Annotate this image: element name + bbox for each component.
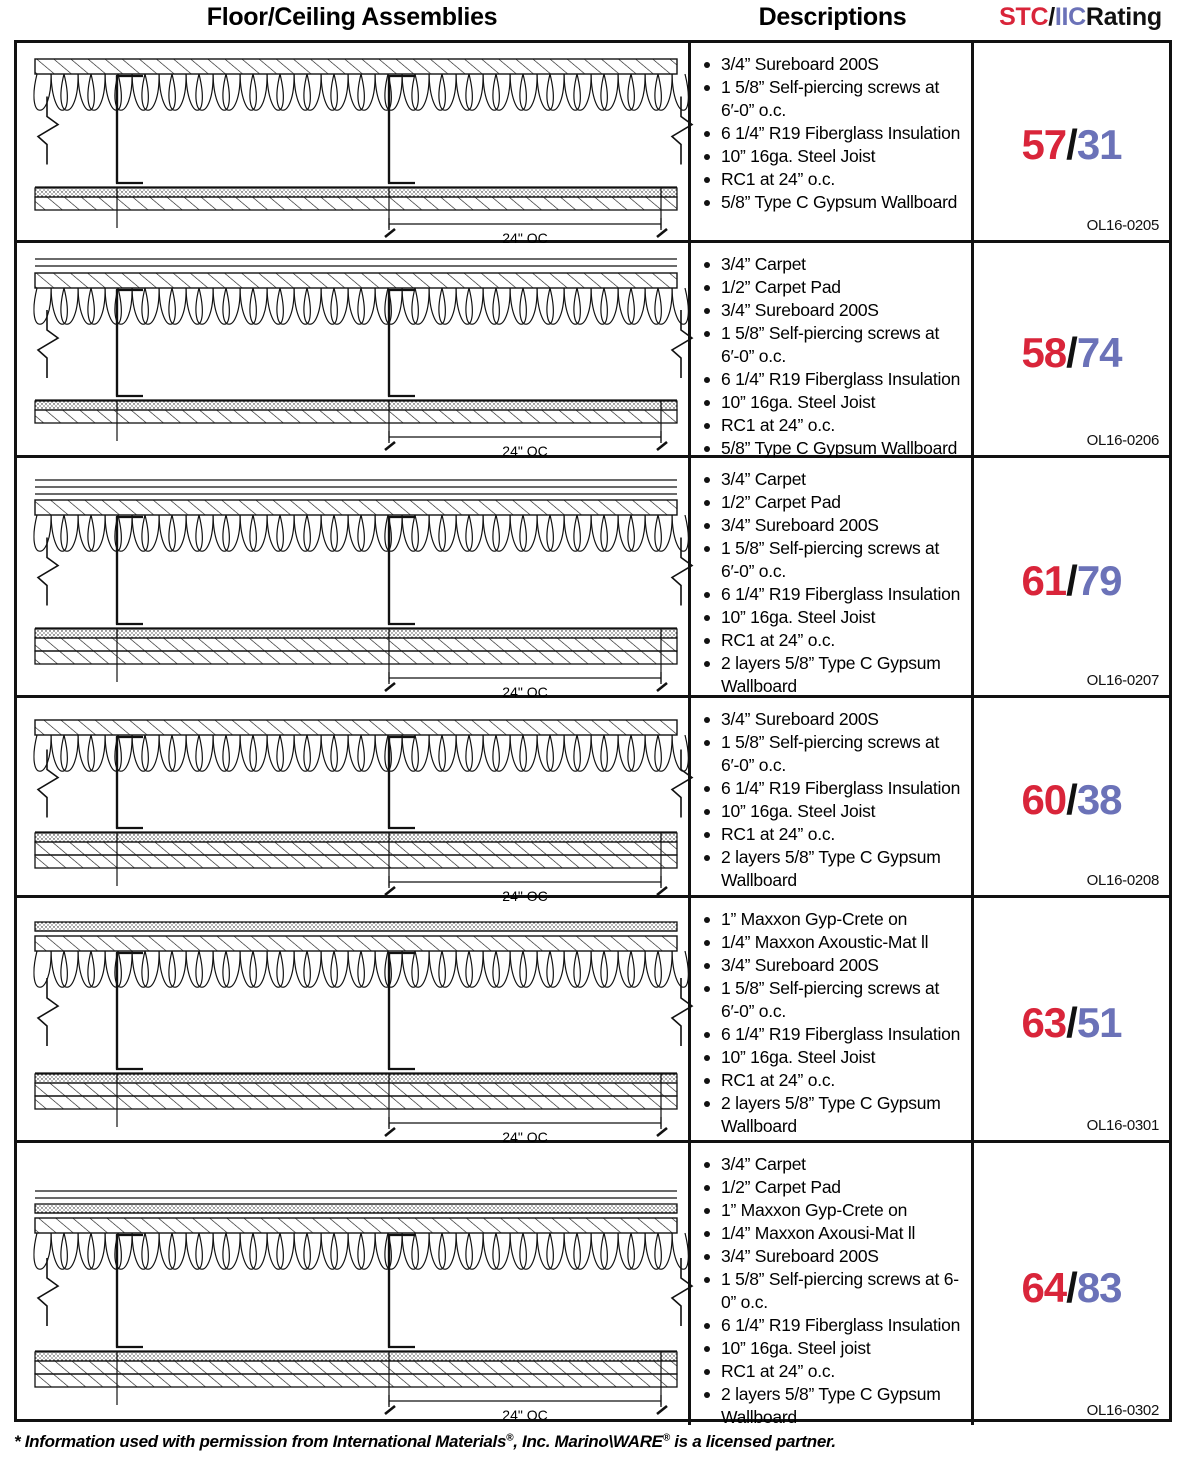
rating-separator: /: [1066, 329, 1077, 376]
description-list: [701, 253, 965, 460]
description-list-item: 5/8” Type C Gypsum Wallboard: [701, 437, 965, 460]
description-list-item: 6 1/4” R19 Fiberglass Insulation: [701, 583, 965, 606]
description-cell: [691, 698, 974, 895]
stc-iic-value: [974, 329, 1169, 377]
description-cell: [691, 43, 974, 240]
description-list-item: 3/4” Sureboard 200S: [701, 299, 965, 322]
rating-cell: [974, 698, 1169, 895]
description-list-item: 1 5/8” Self-piercing screws at 6′-0” o.c.: [701, 731, 965, 777]
description-list-item: 1” Maxxon Gyp-Crete on: [701, 908, 965, 931]
rating-cell: [974, 43, 1169, 240]
description-list-item: 2 layers 5/8” Type C Gypsum Wallboard: [701, 652, 965, 698]
description-list-item: RC1 at 24” o.c.: [701, 1360, 965, 1383]
description-list-item: 6 1/4” R19 Fiberglass Insulation: [701, 1023, 965, 1046]
footnote-text-3: is a licensed partner.: [669, 1432, 836, 1451]
description-list-item: 10” 16ga. Steel joist: [701, 1337, 965, 1360]
stc-iic-value: [974, 776, 1169, 824]
description-list: [701, 708, 965, 892]
assembly-diagram-cell: [17, 698, 691, 904]
footnote: [14, 1432, 836, 1452]
header-iic-label: IIC: [1054, 2, 1086, 31]
stc-value: 64: [1021, 1264, 1067, 1311]
test-report-code: OL16-0206: [1086, 432, 1159, 449]
description-list-item: RC1 at 24” o.c.: [701, 168, 965, 191]
iic-value: 79: [1076, 557, 1122, 604]
header-floor-ceiling-assemblies: Floor/Ceiling Assemblies: [206, 2, 498, 31]
description-list-item: 1 5/8” Self-piercing screws at 6-0” o.c.: [701, 1268, 965, 1314]
header-slash: /: [1048, 2, 1055, 31]
table-row: [17, 1143, 1169, 1425]
description-list-item: 5/8” Type C Gypsum Wallboard: [701, 191, 965, 214]
test-report-code: OL16-0301: [1086, 1117, 1159, 1134]
assembly-section-drawing: [17, 458, 688, 695]
footnote-text-2: , Inc. Marino\WARE: [513, 1432, 663, 1451]
assembly-section-drawing: [17, 1143, 688, 1425]
test-report-code: OL16-0302: [1086, 1402, 1159, 1419]
description-list-item: 1” Maxxon Gyp-Crete on: [701, 1199, 965, 1222]
description-list-item: 3/4” Sureboard 200S: [701, 708, 965, 731]
assembly-section-drawing: [17, 43, 688, 240]
description-list-item: 6 1/4” R19 Fiberglass Insulation: [701, 122, 965, 145]
assembly-diagram-cell: [17, 43, 691, 246]
table-row: [17, 698, 1169, 904]
description-list-item: 10” 16ga. Steel Joist: [701, 145, 965, 168]
assembly-diagram-cell: [17, 1143, 691, 1425]
description-list-item: 3/4” Sureboard 200S: [701, 514, 965, 537]
dimension-label-24-oc: 24" OC: [502, 1407, 548, 1423]
description-list-item: 3/4” Sureboard 200S: [701, 954, 965, 977]
description-list: [701, 908, 965, 1138]
assembly-diagram-cell: [17, 243, 691, 459]
description-list: [701, 53, 965, 214]
description-list-item: RC1 at 24” o.c.: [701, 629, 965, 652]
assembly-diagram-cell: [17, 458, 691, 700]
description-list-item: 10” 16ga. Steel Joist: [701, 606, 965, 629]
description-list-item: 3/4” Sureboard 200S: [701, 1245, 965, 1268]
description-list-item: 6 1/4” R19 Fiberglass Insulation: [701, 1314, 965, 1337]
description-list-item: 3/4” Carpet: [701, 253, 965, 276]
description-list-item: 2 layers 5/8” Type C Gypsum Wallboard: [701, 1092, 965, 1138]
dimension-label-24-oc: 24" OC: [502, 443, 548, 459]
description-list-item: 10” 16ga. Steel Joist: [701, 800, 965, 823]
rating-separator: /: [1066, 121, 1077, 168]
stc-iic-value: [974, 557, 1169, 605]
rating-cell: [974, 1143, 1169, 1425]
stc-value: 61: [1021, 557, 1067, 604]
header-stc-label: STC: [999, 2, 1049, 31]
iic-value: 74: [1076, 329, 1122, 376]
iic-value: 83: [1076, 1264, 1122, 1311]
description-list-item: 3/4” Carpet: [701, 1153, 965, 1176]
assemblies-table: [14, 40, 1172, 1427]
description-list-item: 1/2” Carpet Pad: [701, 491, 965, 514]
description-cell: [691, 243, 974, 458]
table-row: [17, 898, 1169, 1143]
header-rating-word: Rating: [1085, 2, 1162, 31]
description-list-item: 10” 16ga. Steel Joist: [701, 1046, 965, 1069]
table-row: [17, 458, 1169, 698]
description-list: [701, 468, 965, 698]
dimension-label-24-oc: 24" OC: [502, 1129, 548, 1145]
description-list-item: 10” 16ga. Steel Joist: [701, 391, 965, 414]
description-list-item: 2 layers 5/8” Type C Gypsum Wallboard: [701, 846, 965, 892]
stc-value: 58: [1021, 329, 1067, 376]
rating-separator: /: [1066, 776, 1077, 823]
description-list-item: 6 1/4” R19 Fiberglass Insulation: [701, 777, 965, 800]
assembly-diagram-cell: [17, 898, 691, 1145]
assembly-section-drawing: [17, 898, 688, 1140]
stc-iic-value: [974, 121, 1169, 169]
table-row: [17, 243, 1169, 458]
table-header: [0, 0, 1186, 40]
test-report-code: OL16-0207: [1086, 672, 1159, 689]
description-list-item: RC1 at 24” o.c.: [701, 823, 965, 846]
test-report-code: OL16-0208: [1086, 872, 1159, 889]
description-cell: [691, 1143, 974, 1425]
description-list-item: 6 1/4” R19 Fiberglass Insulation: [701, 368, 965, 391]
header-stc-iic-rating: [975, 0, 1186, 34]
iic-value: 31: [1076, 121, 1122, 168]
description-list-item: 3/4” Sureboard 200S: [701, 53, 965, 76]
description-list-item: 1/2” Carpet Pad: [701, 276, 965, 299]
description-list-item: 1 5/8” Self-piercing screws at 6′-0” o.c.: [701, 977, 965, 1023]
description-cell: [691, 458, 974, 695]
footnote-text-1: * Information used with permission from International Materials: [14, 1432, 507, 1451]
header-descriptions: Descriptions: [758, 2, 907, 31]
description-list-item: 1/4” Maxxon Axoustic-Mat ll: [701, 931, 965, 954]
rating-cell: [974, 898, 1169, 1140]
description-list: [701, 1153, 965, 1429]
description-list-item: 1 5/8” Self-piercing screws at 6′-0” o.c.: [701, 322, 965, 368]
registered-mark-icon: ®: [506, 1432, 514, 1444]
assembly-section-drawing: [17, 698, 688, 895]
description-list-item: RC1 at 24” o.c.: [701, 1069, 965, 1092]
description-list-item: 1 5/8” Self-piercing screws at 6′-0” o.c.: [701, 537, 965, 583]
test-report-code: OL16-0205: [1086, 217, 1159, 234]
description-list-item: 3/4” Carpet: [701, 468, 965, 491]
rating-separator: /: [1066, 557, 1077, 604]
description-list-item: 1/4” Maxxon Axousi-Mat ll: [701, 1222, 965, 1245]
stc-value: 63: [1021, 999, 1067, 1046]
dimension-label-24-oc: 24" OC: [502, 888, 548, 904]
rating-separator: /: [1066, 1264, 1077, 1311]
registered-mark-icon: ®: [662, 1432, 670, 1444]
description-cell: [691, 898, 974, 1140]
rating-cell: [974, 243, 1169, 455]
stc-iic-value: [974, 1264, 1169, 1312]
description-list-item: 2 layers 5/8” Type C Gypsum Wallboard: [701, 1383, 965, 1429]
table-row: [17, 43, 1169, 246]
rating-cell: [974, 458, 1169, 695]
iic-value: 51: [1076, 999, 1122, 1046]
stc-value: 60: [1021, 776, 1067, 823]
assembly-section-drawing: [17, 243, 688, 455]
description-list-item: RC1 at 24” o.c.: [701, 414, 965, 437]
description-list-item: 1 5/8” Self-piercing screws at 6′-0” o.c.: [701, 76, 965, 122]
stc-iic-value: [974, 999, 1169, 1047]
iic-value: 38: [1076, 776, 1122, 823]
stc-value: 57: [1021, 121, 1067, 168]
dimension-label-24-oc: 24" OC: [502, 684, 548, 700]
description-list-item: 1/2” Carpet Pad: [701, 1176, 965, 1199]
dimension-label-24-oc: 24" OC: [502, 230, 548, 246]
rating-separator: /: [1066, 999, 1077, 1046]
